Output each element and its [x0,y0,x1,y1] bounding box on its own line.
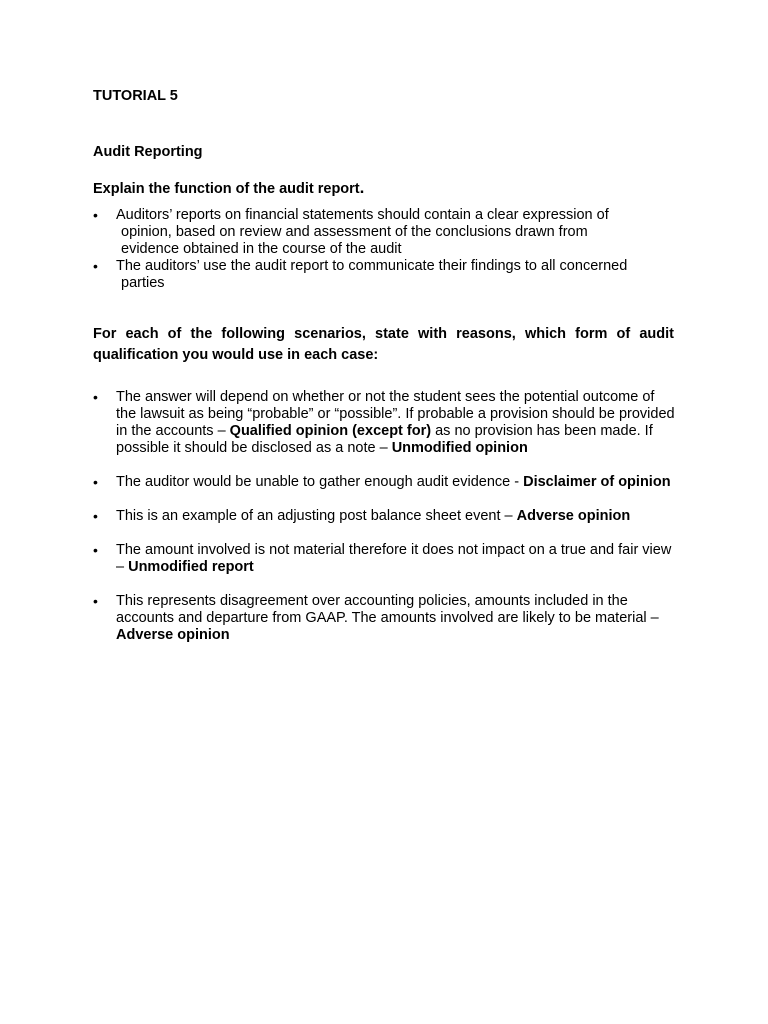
section-heading: Audit Reporting [93,144,203,160]
scenario-text: The amount involved is not material therefore it does not impact on a true and fair view – [116,542,672,575]
scenario-text: The auditor would be unable to gather enough audit evidence - [116,474,524,490]
bullet-icon: • [93,474,98,490]
bullet-icon: • [93,258,98,274]
scenario-answer: Adverse opinion [516,508,631,524]
answer-1-list [93,207,683,292]
scenario-text: This represents disagreement over accounting policies, amounts included in the accounts and departure from GAAP. The amounts involved are likely to be material – [116,593,659,626]
question-2: For each of the following scenarios, state with reasons, which form of audit qualification you would use in each case: [93,326,674,363]
bullet-icon: • [93,508,98,524]
list-item [93,474,675,491]
list-item [93,508,675,525]
scenario-text: as no provision has been made. If possible it should be disclosed as a note – [116,423,653,456]
document-title: TUTORIAL 5 [93,88,178,104]
scenario-answer: Unmodified opinion [391,440,528,456]
list-item [93,593,675,644]
list-item [93,207,683,258]
bullet-icon: • [93,542,98,558]
list-item [93,389,675,457]
question-1-text: Explain the function of the audit report [93,181,360,197]
scenario-answer: Disclaimer of opinion [523,474,671,490]
bullet-icon: • [93,389,98,405]
answer-1-line: The auditors’ use the audit report to communicate their findings to all concerned [116,258,628,274]
bullet-icon: • [93,593,98,609]
scenario-list [93,389,675,661]
answer-1-line: evidence obtained in the course of the audit [121,241,402,257]
scenario-text: The answer will depend on whether or not the student sees the potential outcome of the lawsuit as being “probable” or “possible”. If probable a provision should be provided in the accounts – [116,389,675,439]
answer-1-line: Auditors’ reports on financial statements should contain a clear expression of [116,207,609,223]
answer-1-line: parties [121,275,165,291]
question-1-period: . [359,178,365,197]
scenario-answer: Unmodified report [128,559,254,575]
scenario-text: This is an example of an adjusting post balance sheet event – [116,508,517,524]
scenario-answer: Qualified opinion (except for) [229,423,432,439]
bullet-icon: • [93,207,98,223]
scenario-answer: Adverse opinion [116,627,230,643]
list-item [93,542,675,576]
answer-1-line: opinion, based on review and assessment of the conclusions drawn from [121,224,588,240]
list-item [93,258,683,292]
question-1 [93,178,364,198]
